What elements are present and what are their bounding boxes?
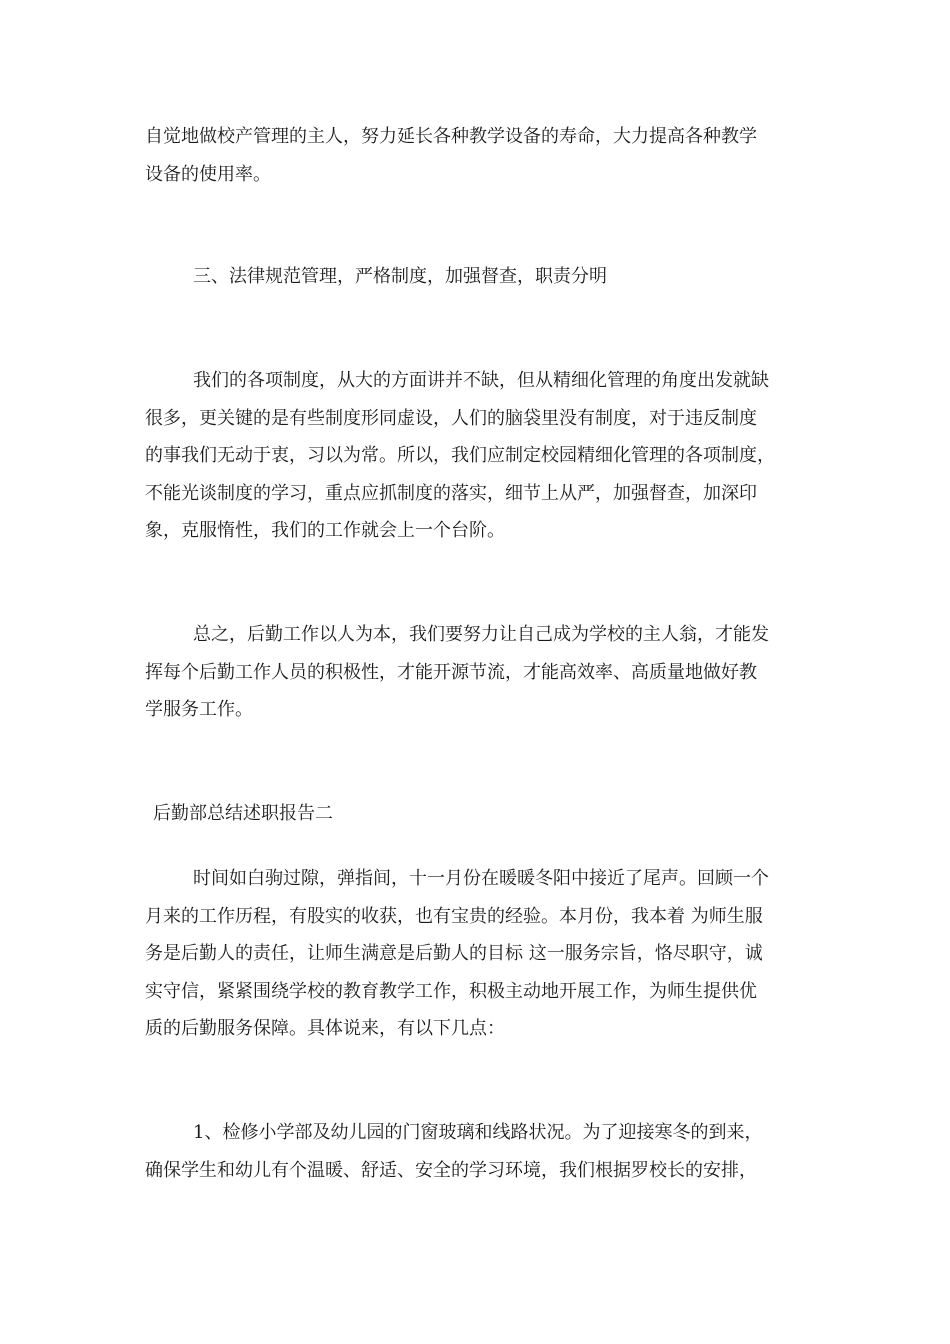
- paragraph-line: 挥每个后勤工作人员的积极性，才能开源节流，才能高效率、高质量地做好教: [145, 661, 757, 683]
- paragraph-november-review: [145, 860, 810, 1048]
- paragraph-line: 学服务工作。: [145, 699, 253, 720]
- paragraph-line: 确保学生和幼儿有个温暖、舒适、安全的学习环境，我们根据罗校长的安排，: [145, 1159, 757, 1181]
- paragraph-line: 实守信，紧紧围绕学校的教育教学工作，积极主动地开展工作，为师生提供优: [145, 980, 757, 1002]
- paragraph-line: 我们的各项制度，从大的方面讲并不缺，但从精细化管理的角度出发就缺: [193, 370, 769, 391]
- paragraph-item-1: [145, 1114, 810, 1189]
- section-heading-3: 三、法律规范管理，严格制度，加强督查，职责分明: [193, 266, 607, 287]
- paragraph-conclusion: [145, 616, 810, 729]
- paragraph-line: 质的后勤服务保障。具体说来，有以下几点：: [145, 1018, 505, 1039]
- paragraph-line: 总之，后勤工作以人为本，我们要努力让自己成为学校的主人翁，才能发: [193, 624, 769, 645]
- paragraph-regulations: [145, 362, 810, 550]
- paragraph-line: 1、检修小学部及幼儿园的门窗玻璃和线路状况。为了迎接寒冬的到来，: [193, 1122, 763, 1143]
- paragraph-line: 设备的使用率。: [145, 163, 271, 185]
- paragraph-line: 不能光谈制度的学习，重点应抓制度的落实，细节上从严，加强督查，加深印: [145, 482, 757, 504]
- report-title: 后勤部总结述职报告二: [153, 803, 333, 824]
- paragraph-line: 务是后勤人的责任，让师生满意是后勤人的目标 这一服务宗旨，恪尽职守，诚: [145, 943, 763, 964]
- paragraph-line: 象，克服惰性，我们的工作就会上一个台阶。: [145, 520, 505, 541]
- paragraph-school-property: [145, 118, 810, 193]
- paragraph-line: 月来的工作历程，有股实的收获，也有宝贵的经验。本月份，我本着 为师生服: [145, 905, 763, 927]
- paragraph-line: 的事我们无动于衷，习以为常。所以，我们应制定校园精细化管理的各项制度，: [145, 445, 775, 466]
- paragraph-line: 自觉地做校产管理的主人，努力延长各种教学设备的寿命，大力提高各种教学: [145, 126, 757, 147]
- paragraph-line: 很多，更关键的是有些制度形同虚设，人们的脑袋里没有制度，对于违反制度: [145, 407, 757, 429]
- paragraph-line: 时间如白驹过隙，弹指间，十一月份在暖暖冬阳中接近了尾声。回顾一个: [193, 868, 769, 889]
